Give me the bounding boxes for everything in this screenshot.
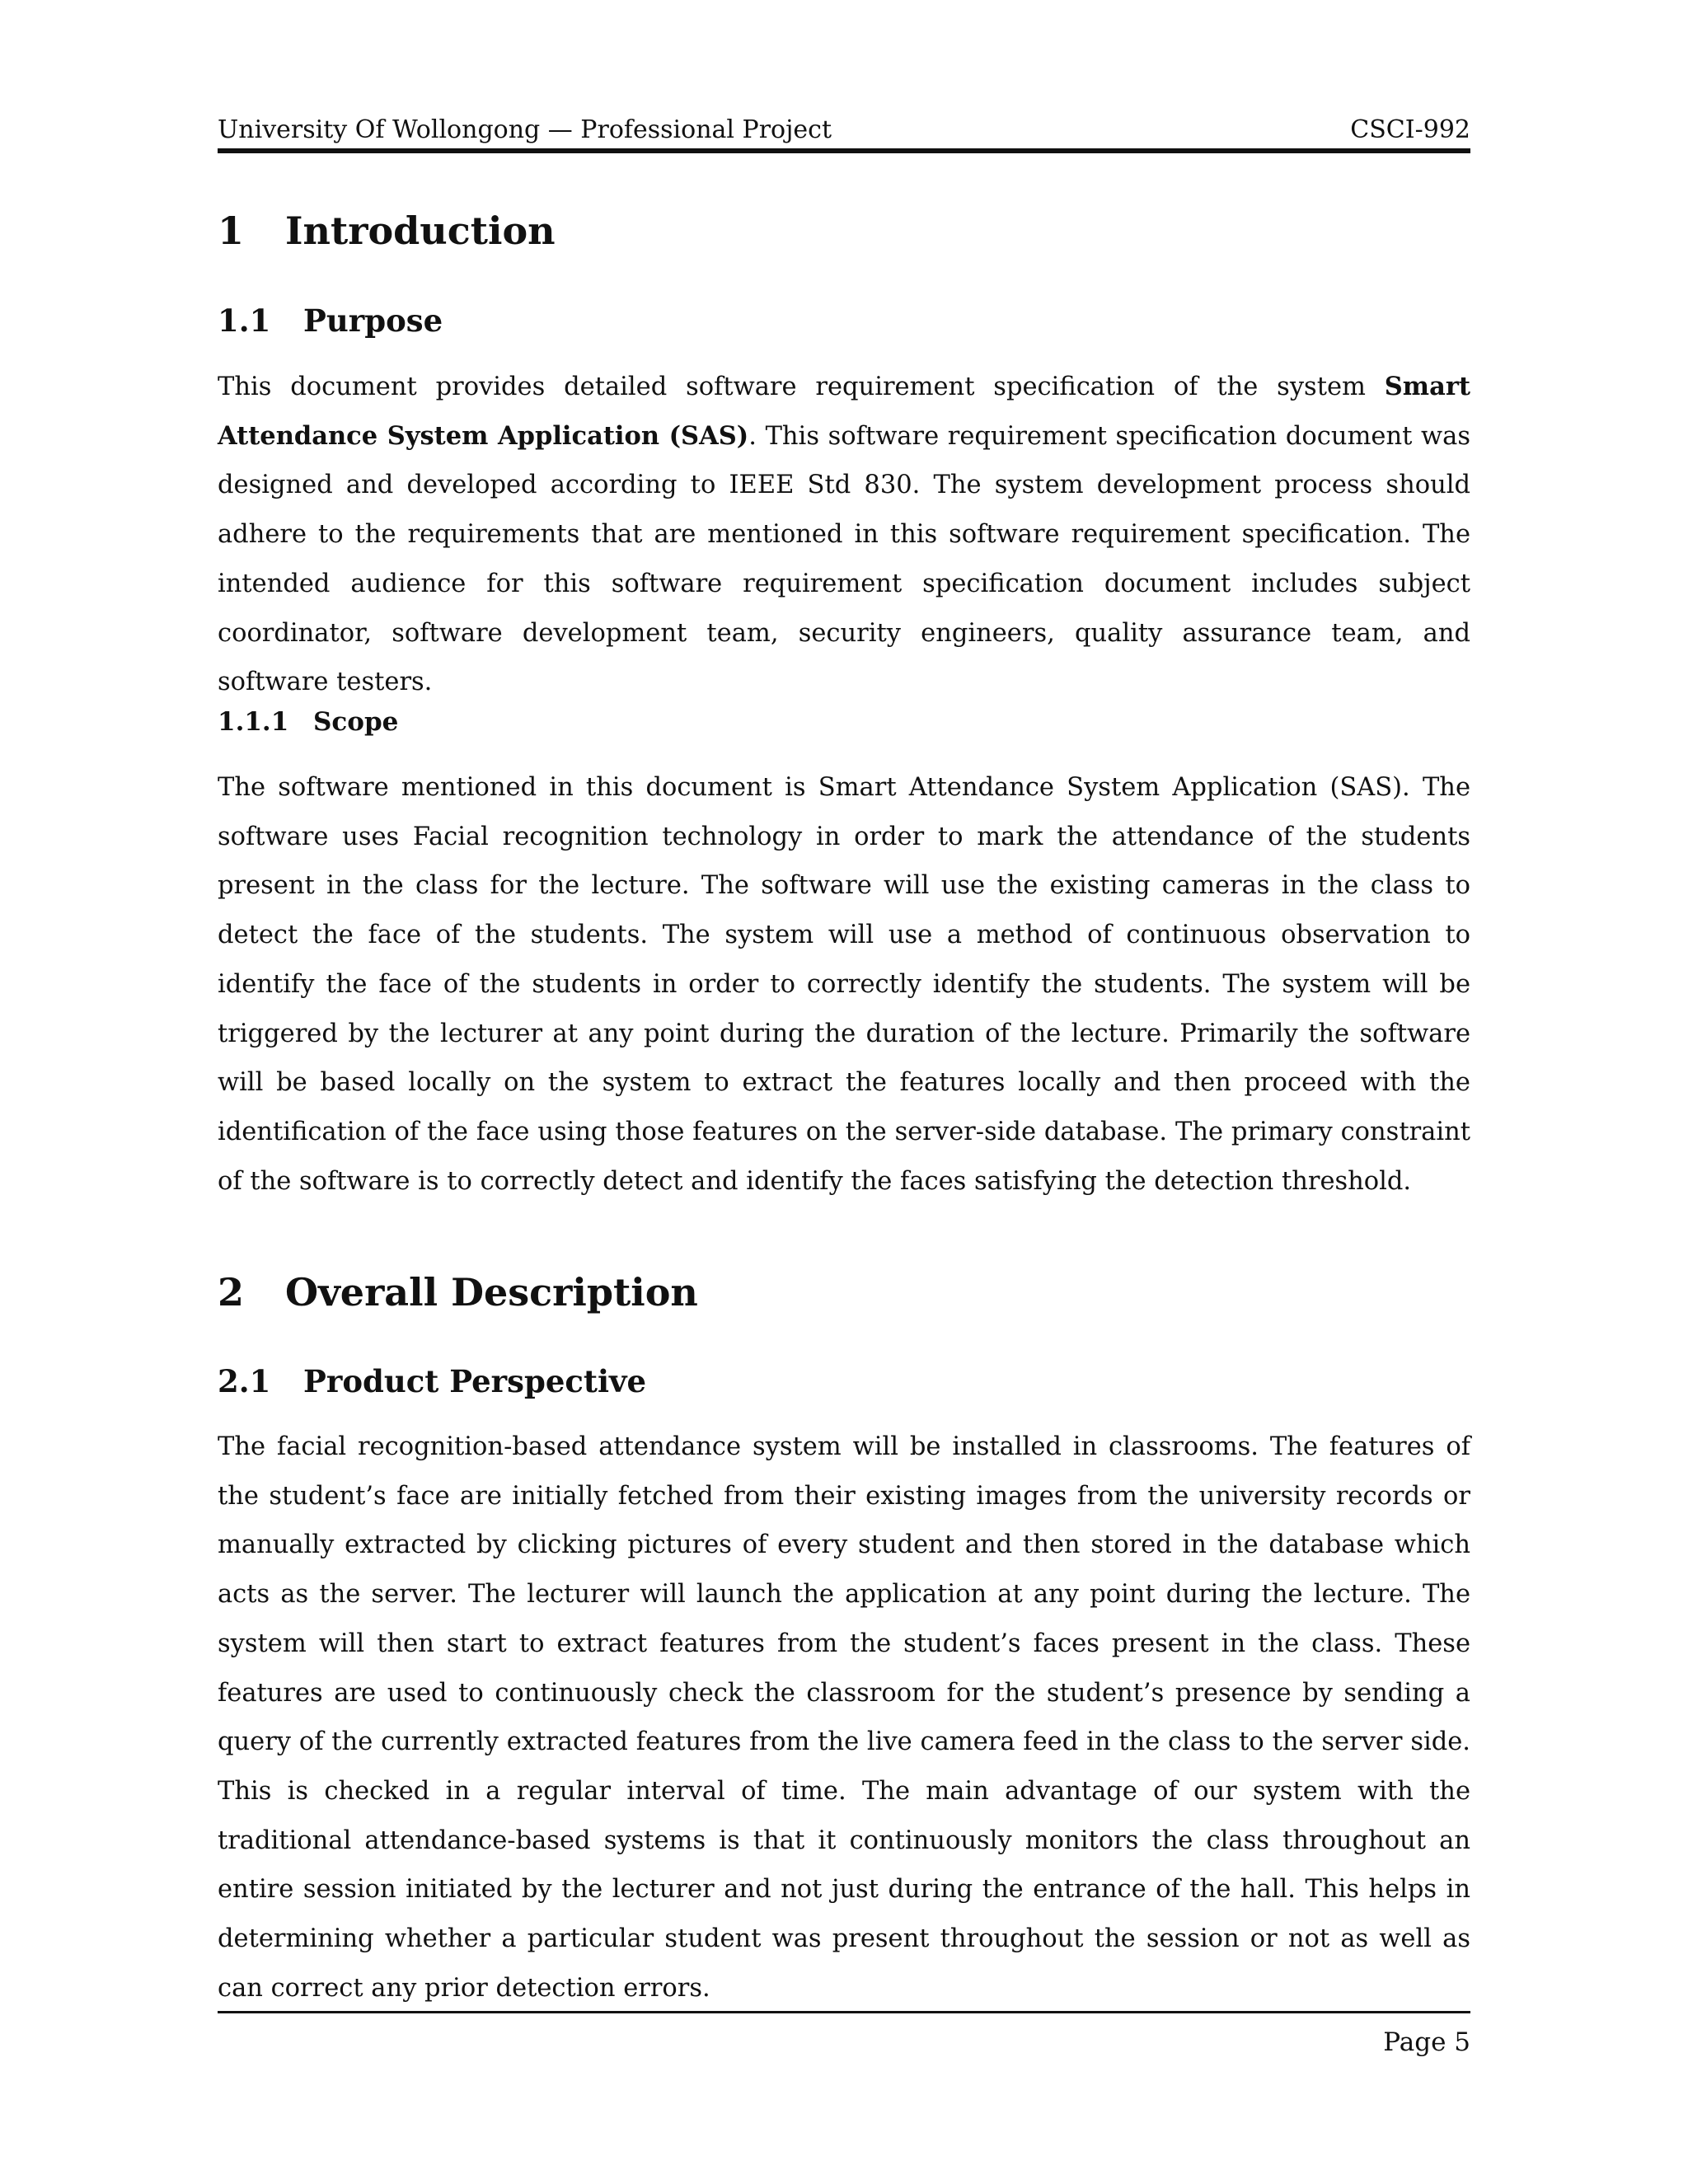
section-heading-introduction (218, 208, 556, 254)
section-number: 2 (218, 1270, 245, 1315)
subsection-number: 1.1 (218, 302, 271, 339)
section-number: 1 (218, 209, 245, 253)
scope-paragraph: The software mentioned in this document is Smart Attendance System Application (SAS). The software uses Facial recognition technology in order to mark the attendance of the students present in the class for the lecture. The software will use the existing cameras in the class to detect the face of the students. The system will use a method of continuous observation to identify the face of the students in order to correctly identify the students. The system will be triggered by the lecturer at any point during the duration of the lecture. Primarily the software will be based locally on the system to extract the features locally and then proceed with the identification of the face using those features on the server-side database. The primary constraint of the software is to correctly detect and identify the faces satisfying the detection threshold. (218, 773, 1470, 1196)
footer-rule (218, 2011, 1470, 2013)
subsection-title: Product Perspective (303, 1363, 647, 1399)
subsubsection-number: 1.1.1 (218, 707, 289, 737)
page-number: Page 5 (1383, 2027, 1470, 2057)
running-header (218, 114, 1470, 147)
purpose-paragraph: This document provides detailed software requirement specification of the system Smart Attendance System Application (SAS). This software requirement specification document was designed and developed according to IEEE Std 830. The system development process should adhere to the requirements that are mentioned in this software requirement specification. The intended audience for this software requirement specification document includes subject coordinator, software development team, security engineers, quality assurance team, and software testers. (218, 372, 1470, 697)
section-heading-overall-description (218, 1269, 698, 1315)
product-perspective-paragraph: The facial recognition-based attendance system will be installed in classrooms. The features of the student’s face are initially fetched from their existing images from the university records or manually extracted by clicking pictures of every student and then stored in the database which acts as the server. The lecturer will launch the application at any point during the lecture. The system will then start to extract features from the student’s faces present in the class. These features are used to continuously check the classroom for the student’s presence by sending a query of the currently extracted features from the live camera feed in the class to the server side. This is checked in a regular interval of time. The main advantage of our system with the traditional attendance-based systems is that it continuously monitors the class throughout an entire session initiated by the lecturer and not just during the entrance of the hall. This helps in determining whether a particular student was present throughout the session or not as well as can correct any prior detection errors. (218, 1432, 1470, 2003)
subsection-heading-product-perspective (218, 1362, 646, 1400)
section-title: Introduction (285, 209, 556, 253)
subsection-title: Purpose (303, 302, 443, 339)
subsection-heading-purpose (218, 302, 443, 340)
subsubsection-title: Scope (313, 707, 399, 737)
subsection-number: 2.1 (218, 1363, 271, 1399)
system-name-bold: Smart Attendance System Application (SAS) (218, 372, 1470, 451)
header-rule (218, 148, 1470, 153)
subsubsection-heading-scope (218, 705, 398, 738)
section-title: Overall Description (285, 1270, 698, 1315)
document-page (218, 0, 1470, 2184)
header-course-code: CSCI-992 (1350, 115, 1470, 144)
header-title: University Of Wollongong — Professional Project (218, 115, 832, 144)
